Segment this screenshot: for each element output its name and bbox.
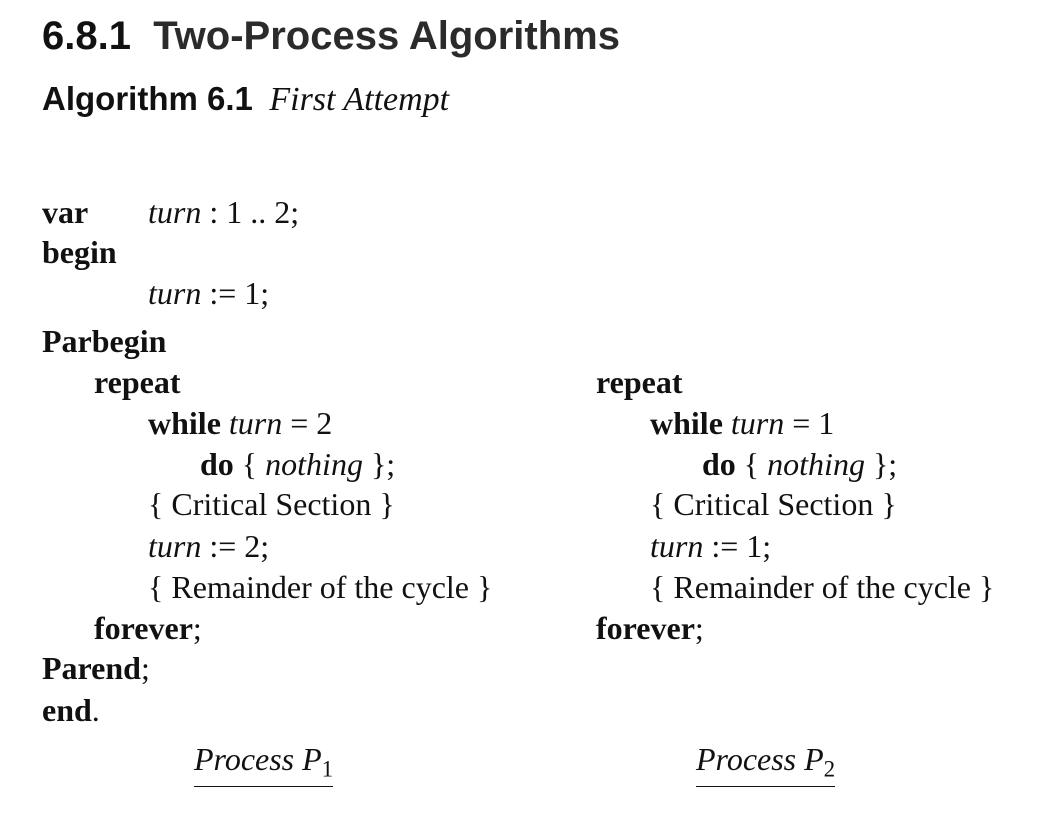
repeat-keyword: repeat <box>94 364 181 400</box>
var-type: : 1 .. 2; <box>201 194 300 230</box>
while-var: turn <box>228 405 283 441</box>
init-var: turn <box>148 275 202 311</box>
critical-section: { Critical Section } <box>148 486 395 522</box>
caption-subscript: 1 <box>321 755 334 782</box>
parend-line <box>42 652 150 684</box>
forever-punct: ; <box>694 610 704 646</box>
do-close: }; <box>864 446 898 482</box>
critical-section: { Critical Section } <box>650 486 897 522</box>
forever-keyword: forever <box>94 610 193 646</box>
forever-line <box>596 612 704 644</box>
parend-punct: ; <box>140 650 150 686</box>
parend-keyword: Parend <box>42 650 141 686</box>
assign-rest: := 1; <box>703 528 772 564</box>
assign-line <box>148 530 269 562</box>
do-keyword: do <box>702 446 736 482</box>
assign-rest: := 2; <box>201 528 270 564</box>
while-cond: = 2 <box>282 405 333 441</box>
remainder-section: { Remainder of the cycle } <box>148 569 493 605</box>
algorithm-name: First Attempt <box>269 81 450 118</box>
caption-text: Process P <box>696 741 824 777</box>
while-line <box>148 407 332 439</box>
forever-line <box>94 612 202 644</box>
end-keyword: end <box>42 692 92 728</box>
section-heading <box>42 14 620 59</box>
while-cond: = 1 <box>784 405 835 441</box>
while-keyword: while <box>148 405 221 441</box>
do-open: { <box>233 446 266 482</box>
init-rest: := 1; <box>201 275 270 311</box>
section-number: 6.8.1 <box>42 14 131 58</box>
while-keyword: while <box>650 405 723 441</box>
var-keyword: var <box>42 194 89 230</box>
forever-keyword: forever <box>596 610 695 646</box>
section-title: Two-Process Algorithms <box>153 14 620 58</box>
end-line <box>42 694 100 726</box>
do-line <box>200 448 395 480</box>
forever-punct: ; <box>192 610 202 646</box>
while-var: turn <box>730 405 785 441</box>
end-punct: . <box>91 692 100 728</box>
caption-text: Process P <box>194 741 322 777</box>
assign-line <box>650 530 771 562</box>
do-keyword: do <box>200 446 234 482</box>
remainder-section: { Remainder of the cycle } <box>650 569 995 605</box>
process-1-caption <box>194 743 333 787</box>
var-declaration <box>148 196 299 228</box>
do-close: }; <box>362 446 396 482</box>
do-body: nothing <box>767 446 865 482</box>
process-2-caption <box>696 743 835 787</box>
do-body: nothing <box>265 446 363 482</box>
parbegin-keyword: Parbegin <box>42 323 167 359</box>
var-line <box>42 196 88 228</box>
algorithm-heading <box>42 80 449 119</box>
repeat-keyword: repeat <box>596 364 683 400</box>
assign-var: turn <box>650 528 704 564</box>
begin-keyword: begin <box>42 234 117 270</box>
do-open: { <box>735 446 768 482</box>
var-name: turn <box>148 194 202 230</box>
assign-var: turn <box>148 528 202 564</box>
init-statement <box>148 277 269 309</box>
caption-subscript: 2 <box>823 755 836 782</box>
algorithm-label: Algorithm 6.1 <box>42 80 253 117</box>
do-line <box>702 448 897 480</box>
while-line <box>650 407 834 439</box>
